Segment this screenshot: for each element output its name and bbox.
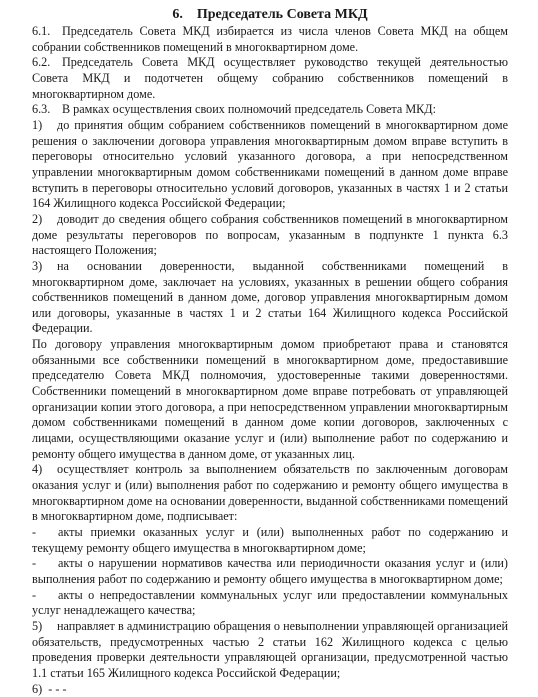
bullet-item — [32, 556, 508, 587]
paragraph-text: акты о нарушении нормативов качества или периодичности оказания услуг и (или) выполнения работ по содержанию и ремонту общего имущества в многоквартирном доме; — [32, 556, 508, 586]
section-heading — [32, 6, 508, 23]
paragraph-text: Председатель Совета МКД осуществляет руководство текущей деятельностью Совета МКД и подотчетен общему собранию собственников помещений в многоквартирном доме. — [32, 55, 508, 101]
paragraph-text: направляет в администрацию обращения о невыполнении управляющей организацией обязательств, предусмотренных частью 2 статьи 162 Жилищного кодекса с целью проведения проверки деятельности управляющей организации, предусмотренной частью 1.1 статьи 165 Жилищного кодекса Российской Федерации; — [32, 618, 508, 680]
paragraph-text: - - - — [48, 681, 67, 696]
paragraph-number: 4) — [32, 462, 43, 477]
paragraph-item — [32, 212, 508, 259]
paragraph-text: акты приемки оказанных услуг и (или) выполненных работ по содержанию и текущему ремонту общего имущества в многоквартирном доме; — [32, 525, 508, 555]
paragraph-item — [32, 118, 508, 212]
paragraph-list — [32, 24, 508, 682]
paragraph-item — [32, 55, 508, 102]
paragraph-number: 5) — [32, 618, 43, 633]
paragraph-number: 1) — [32, 117, 43, 132]
section-number: 6. — [172, 7, 183, 22]
bullet-dash: - — [32, 556, 37, 571]
paragraph-number: 6.1. — [32, 24, 51, 38]
bullet-item — [32, 525, 508, 556]
paragraph-item — [32, 619, 508, 682]
paragraph-text: акты о непредоставлении коммунальных услуг или предоставлении коммунальных услуг ненадлежащего качества; — [32, 587, 508, 618]
section-title: Председатель Совета МКД — [196, 7, 368, 22]
paragraph-text: В рамках осуществления своих полномочий председатель Совета МКД: — [62, 102, 437, 117]
paragraph-item — [32, 337, 508, 462]
paragraph-number: 6.3. — [32, 102, 51, 117]
paragraph-text: до принятия общим собранием собственников помещений в многоквартирном доме решения о заключении договора управления многоквартирным домом вправе вступить в переговоры относительно условий указанного договора, а при непосредственном управлении многоквартирным домом собственниками помещений в данном доме вправе вступить в переговоры относительно условий договоров, указанных в частях 1 и 2 статьи 164 Жилищного кодекса Российской Федерации; — [32, 117, 508, 211]
paragraph-number: 6) — [32, 681, 43, 696]
paragraph-number: 2) — [32, 211, 43, 226]
paragraph-text: доводит до сведения общего собрания собственников помещений в многоквартирном доме результаты переговоров по вопросам, указанным в подпункте 1 пункта 6.3 настоящего Положения; — [32, 211, 508, 258]
paragraph-item — [32, 24, 508, 55]
paragraph-number: 6.2. — [32, 55, 51, 70]
bullet-item — [32, 588, 508, 619]
paragraph-number: 3) — [32, 258, 43, 273]
bullet-dash: - — [32, 587, 37, 602]
paragraph-item — [32, 259, 508, 337]
paragraph-text: Председатель Совета МКД избирается из числа членов Совета МКД на общем собрании собственников помещений в многоквартирном доме. — [32, 24, 508, 54]
paragraph-text: на основании доверенности, выданной собственниками помещений в многоквартирном доме, заключает на условиях, указанных в решении общего собрания собственников помещений в данном доме, договор управления многоквартирным домом или договоры, указанные в частях 1 и 2 статьи 164 Жилищного кодекса Российской Федерации. — [32, 258, 508, 336]
paragraph-text: По договору управления многоквартирным домом приобретают права и становятся обязанными все собственники помещений в многоквартирном доме, предоставившие председателю Совета МКД полномочия, удостоверенные такими доверенностями. Собственники помещений в многоквартирном доме вправе потребовать от управляющей организации копии этого договора, а при непосредственном управлении многоквартирным домом собственниками помещений в данном доме копии договоров, заключенных с лицами, осуществляющими оказание услуг и (или) выполнение работ по содержанию и ремонту общего имущества в данном доме, от указанных лиц. — [32, 337, 508, 461]
paragraph-item — [32, 102, 508, 118]
paragraph-item — [32, 462, 508, 525]
paragraph-item-6 — [32, 682, 508, 697]
paragraph-text: осуществляет контроль за выполнением обязательств по заключенным договорам оказания услуг и (или) выполнения работ по содержанию и ремонту общего имущества в многоквартирном доме на основании доверенности, выданной собственниками помещений в многоквартирном доме, подписывает: — [32, 462, 508, 524]
bullet-dash: - — [32, 525, 37, 539]
